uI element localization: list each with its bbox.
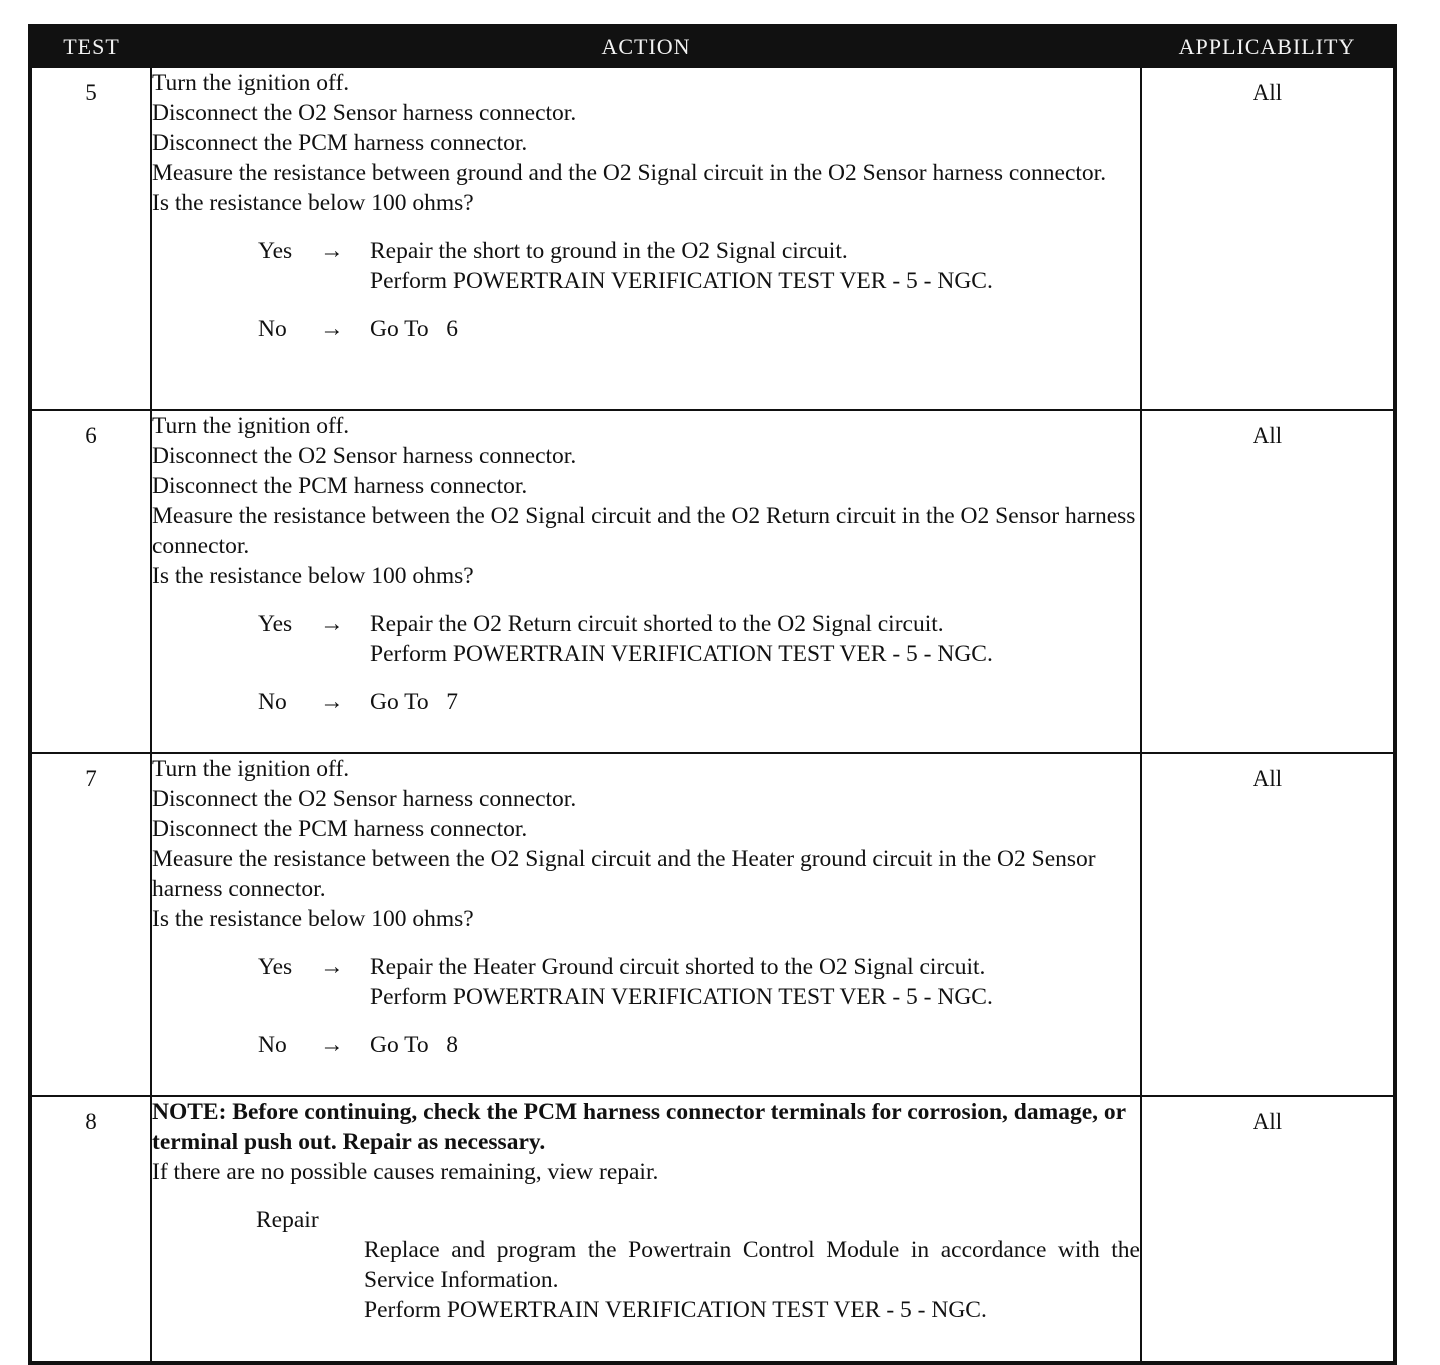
table-row [30,753,1395,1096]
arrow-right-icon: → [320,1032,344,1058]
applicability-cell: All [1141,410,1395,753]
yes-result-line: Perform POWERTRAIN VERIFICATION TEST VER - 5 - NGC. [370,641,993,667]
step-text: Disconnect the PCM harness connector. [152,130,528,156]
action-cell [151,1096,1141,1363]
yes-result [370,609,1140,669]
repair-line: Perform POWERTRAIN VERIFICATION TEST VER - 5 - NGC. [364,1297,987,1323]
arrow-right-icon: → [320,611,344,637]
applicability-cell: All [1141,1096,1395,1363]
header-action: ACTION [151,26,1141,67]
no-label: No [258,1032,287,1058]
yes-result-line: Repair the short to ground in the O2 Signal circuit. [370,238,848,264]
step-text: Disconnect the O2 Sensor harness connector. [152,443,577,469]
repair-line: Replace and program the Powertrain Control Module in accordance with the Service Information. [364,1237,1140,1293]
header-applicability: APPLICABILITY [1141,26,1395,67]
diagnostic-table-page [28,24,1396,1365]
yes-result [370,952,1140,1012]
action-cell [151,753,1141,1096]
no-outcome [258,314,1140,344]
step-question: Is the resistance below 100 ohms? [152,563,474,589]
step-text: Turn the ignition off. [152,70,350,96]
step-text: Turn the ignition off. [152,756,350,782]
no-label: No [258,316,287,342]
action-cell [151,67,1141,410]
applicability-cell: All [1141,67,1395,410]
step-text: Measure the resistance between the O2 Signal circuit and the O2 Return circuit in the O2 Sensor harness connector. [152,503,1136,559]
step-text: Disconnect the PCM harness connector. [152,816,528,842]
repair-label: Repair [256,1207,319,1233]
table-row [30,410,1395,753]
arrow-right-icon: → [320,689,344,715]
step-question: Is the resistance below 100 ohms? [152,906,474,932]
no-outcome [258,687,1140,717]
step-text: If there are no possible causes remaining, view repair. [152,1159,659,1185]
no-label: No [258,689,287,715]
no-result: Go To 7 [370,689,459,715]
step-text: Measure the resistance between the O2 Signal circuit and the Heater ground circuit in the O2 Sensor harness connector. [152,846,1096,902]
yes-label: Yes [258,954,293,980]
yes-outcome [258,236,1140,296]
applicability-cell: All [1141,753,1395,1096]
step-text: Turn the ignition off. [152,413,350,439]
step-text: Disconnect the O2 Sensor harness connector. [152,100,577,126]
yes-outcome [258,609,1140,669]
table-row [30,1096,1395,1363]
diagnostic-table [28,24,1397,1365]
yes-label: Yes [258,611,293,637]
step-text: Disconnect the PCM harness connector. [152,473,528,499]
action-cell [151,410,1141,753]
arrow-right-icon: → [320,238,344,264]
no-result: Go To 8 [370,1032,459,1058]
repair-instructions [364,1235,1140,1325]
arrow-right-icon: → [320,316,344,342]
yes-outcome [258,952,1140,1012]
test-number: 6 [30,410,151,753]
test-number: 5 [30,67,151,410]
step-question: Is the resistance below 100 ohms? [152,190,474,216]
step-text: Disconnect the O2 Sensor harness connector. [152,786,577,812]
no-result: Go To 6 [370,316,459,342]
table-header-row [30,26,1395,67]
step-text: Measure the resistance between ground and the O2 Signal circuit in the O2 Sensor harness connector. [152,160,1107,186]
no-outcome [258,1030,1140,1060]
yes-result-line: Repair the O2 Return circuit shorted to the O2 Signal circuit. [370,611,944,637]
yes-result-line: Perform POWERTRAIN VERIFICATION TEST VER - 5 - NGC. [370,268,993,294]
yes-result-line: Repair the Heater Ground circuit shorted to the O2 Signal circuit. [370,954,986,980]
header-test: TEST [30,26,151,67]
table-row [30,67,1395,410]
test-number: 7 [30,753,151,1096]
yes-result [370,236,1140,296]
yes-result-line: Perform POWERTRAIN VERIFICATION TEST VER - 5 - NGC. [370,984,993,1010]
note-text: NOTE: Before continuing, check the PCM harness connector terminals for corrosion, damage, or terminal push out. Repair as necessary. [152,1099,1126,1155]
yes-label: Yes [258,238,293,264]
test-number: 8 [30,1096,151,1363]
arrow-right-icon: → [320,954,344,980]
